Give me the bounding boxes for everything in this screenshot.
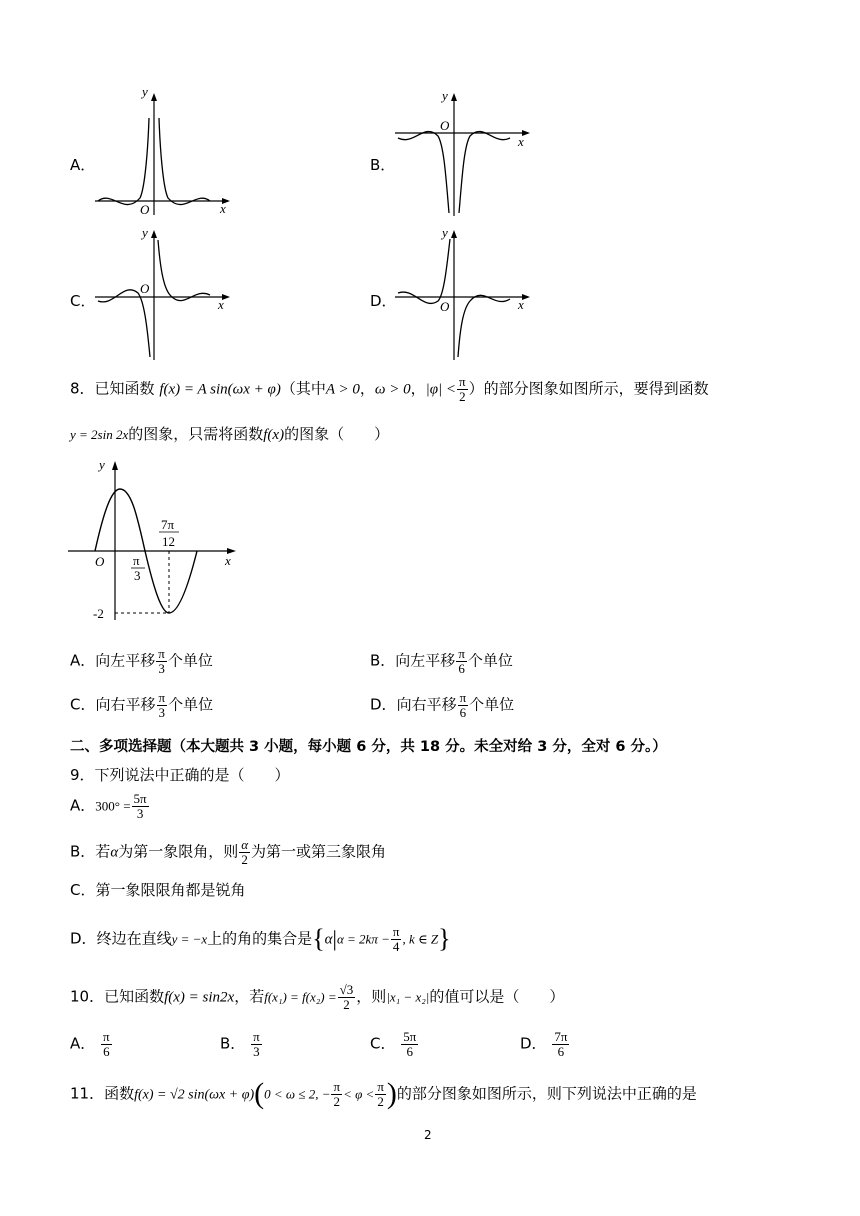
- graph-c-curve-right: [158, 240, 210, 301]
- graph-a-y-label: y: [142, 88, 148, 99]
- graph-b-y-label: y: [442, 88, 448, 103]
- q9-option-b[interactable]: B．若α为第一象限角，则 $\frac{\alpha}{2}$ 为第一或第三象限角: [70, 837, 387, 867]
- question-8-stem: 8．已知函数 f(x) = A sin(ωx + φ)（其中A > 0，ω > 0，|φ| < $\frac{\pi}{2}$ ）的部分图象如图所示，要得到函数: [70, 374, 709, 404]
- question-8-stem-line2: y = 2sin 2x的图象，只需将函数f(x)的图象（ ）: [70, 425, 390, 443]
- graph-b: [390, 88, 540, 218]
- q10-option-c[interactable]: C． $\frac{5\pi}{6}$: [370, 1029, 417, 1059]
- option-d-label: D．: [370, 292, 397, 310]
- q8-origin: O: [95, 554, 105, 569]
- section-2-heading: 二、多项选择题（本大题共 3 小题，每小题 6 分，共 18 分。未全对给 3 分，全对 6 分。）: [70, 739, 667, 755]
- q9-option-a[interactable]: A．300° = $\frac{5\pi}{3}$: [70, 791, 147, 821]
- graph-c-origin: O: [140, 281, 150, 296]
- q8-y-label: y: [99, 457, 105, 472]
- q8-tick-7pi12-num: 7π: [161, 517, 175, 532]
- graph-b-curve-right: [459, 132, 510, 213]
- option-b-label: B．: [370, 156, 396, 174]
- graph-d: [390, 225, 540, 365]
- q8-option-c[interactable]: C．向右平移 $\frac{\pi}{3}$ 个单位: [70, 690, 214, 720]
- q10-option-a[interactable]: A． $\frac{\pi}{6}$: [70, 1029, 110, 1059]
- graph-c-curve-left: [98, 290, 150, 357]
- graph-b-curve-left: [398, 132, 449, 213]
- q8-tick-minus2: -2: [93, 606, 104, 621]
- question-9-stem: 9．下列说法中正确的是（ ）: [70, 766, 290, 784]
- graph-d-y-label: y: [442, 225, 448, 240]
- graph-d-curve-left: [398, 239, 450, 303]
- q10-option-b[interactable]: B． $\frac{\pi}{3}$: [220, 1029, 260, 1059]
- graph-d-curve-right: [458, 295, 510, 357]
- graph-d-x-label: x: [518, 297, 524, 312]
- q9-option-c[interactable]: C．第一象限限角都是锐角: [70, 881, 246, 899]
- graph-a-curve-left: [98, 118, 149, 205]
- graph-b-x-label: x: [518, 134, 524, 149]
- graph-a-curve-right: [159, 118, 210, 205]
- question-10-stem: 10．已知函数f(x) = sin2x，若f(x₁) = f(x₂) = $\frac{√3}{2}$ ，则|x₁ − x₂|的值可以是（ ）: [70, 982, 565, 1012]
- graph-c: [90, 225, 240, 365]
- graph-d-origin: O: [440, 299, 450, 314]
- graph-a: [90, 88, 240, 218]
- q8-option-d[interactable]: D．向右平移 $\frac{\pi}{6}$ 个单位: [370, 690, 515, 720]
- q8-x-label: x: [225, 553, 231, 568]
- graph-a-origin: O: [140, 202, 150, 217]
- question-8-graph: [65, 455, 245, 630]
- q9-option-d[interactable]: D．终边在直线y = −x上的角的集合是{α|α = 2kπ − $\frac{\pi}{4}$ , k ∈ Z}: [70, 923, 451, 954]
- option-c-label: C．: [70, 292, 96, 310]
- question-11-stem: 11．函数f(x) = √2 sin(ωx + φ)(0 < ω ≤ 2, − $\frac{\pi}{2}$ < φ < $\frac{\pi}{2}$ )的部分图象如图所示，则下列说法中正确的是: [70, 1077, 697, 1110]
- graph-b-origin: O: [440, 118, 450, 133]
- page-number: 2: [424, 1128, 432, 1142]
- q10-option-d[interactable]: D． $\frac{7\pi}{6}$: [520, 1029, 568, 1059]
- q8-tick-pi3-den: 3: [134, 568, 141, 583]
- graph-c-y-label: y: [142, 225, 148, 240]
- graph-a-x-label: x: [220, 201, 226, 216]
- q8-tick-pi3-num: π: [133, 553, 140, 568]
- q8-option-b[interactable]: B．向左平移 $\frac{\pi}{6}$ 个单位: [370, 646, 513, 676]
- option-a-label: A．: [70, 156, 96, 174]
- q8-option-a[interactable]: A．向左平移 $\frac{\pi}{3}$ 个单位: [70, 646, 213, 676]
- q8-tick-7pi12-den: 12: [162, 534, 175, 549]
- graph-c-x-label: x: [218, 297, 224, 312]
